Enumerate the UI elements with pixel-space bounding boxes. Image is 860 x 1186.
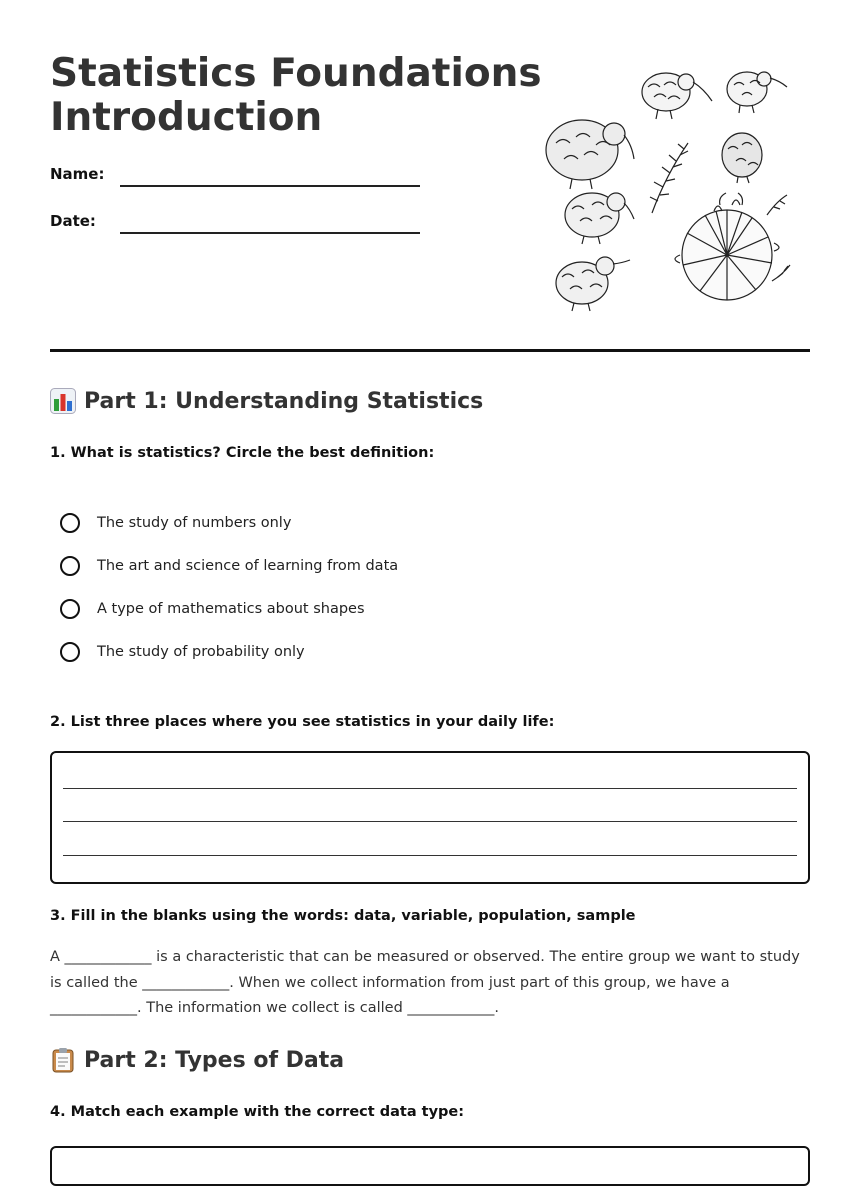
kiwi-bird-icon — [565, 193, 634, 244]
radio-circle[interactable] — [60, 556, 80, 576]
header-divider — [50, 349, 810, 352]
q1-option-d[interactable] — [60, 639, 305, 665]
name-field[interactable] — [50, 165, 420, 195]
fill-in-blank-passage: A ____________ is a characteristic that can be measured or observed. The entire group we want to study is called the ____________. When we collect information from just part of this group, we have a ____________. The information we collect is called ____________. — [50, 949, 800, 1016]
option-label: The study of probability only — [97, 644, 305, 660]
q4-matching-box[interactable] — [50, 1146, 810, 1186]
kiwi-bird-icon — [546, 120, 634, 189]
worksheet-title — [50, 52, 542, 140]
question-1-prompt: 1. What is statistics? Circle the best definition: — [50, 445, 435, 461]
title-line-1: Statistics Foundations — [50, 51, 542, 96]
kiwi-bird-icon — [727, 72, 787, 113]
part1-heading-text: Part 1: Understanding Statistics — [84, 388, 484, 414]
kiwi-bird-icon — [556, 257, 630, 311]
radio-circle[interactable] — [60, 513, 80, 533]
worksheet-header — [50, 0, 810, 352]
answer-line-2[interactable] — [63, 821, 797, 822]
q1-option-c[interactable] — [60, 596, 365, 622]
question-4-prompt: 4. Match each example with the correct data type: — [50, 1104, 465, 1120]
answer-line-3[interactable] — [63, 855, 797, 856]
q1-option-a[interactable] — [60, 510, 291, 536]
fern-icon — [650, 143, 688, 213]
date-label: Date: — [50, 212, 96, 230]
q1-option-b[interactable] — [60, 553, 398, 579]
part1-heading — [50, 388, 483, 414]
radio-circle[interactable] — [60, 642, 80, 662]
question-3-prompt: 3. Fill in the blanks using the words: data, variable, population, sample — [50, 908, 636, 924]
question-2-prompt: 2. List three places where you see statistics in your daily life: — [50, 714, 555, 730]
q2-answer-box[interactable] — [50, 751, 810, 884]
kiwi-bird-icon — [722, 133, 762, 183]
title-line-2: Introduction — [50, 95, 323, 140]
option-label: The art and science of learning from data — [97, 558, 399, 574]
name-label: Name: — [50, 165, 105, 183]
kiwi-illustration — [542, 55, 800, 317]
name-write-line[interactable] — [120, 185, 420, 187]
date-field[interactable] — [50, 212, 420, 242]
worksheet-page — [50, 0, 810, 1120]
bar-chart-icon — [50, 388, 76, 414]
option-label: A type of mathematics about shapes — [97, 601, 365, 617]
pie-chart-icon — [675, 193, 790, 300]
option-label: The study of numbers only — [97, 515, 292, 531]
answer-line-1[interactable] — [63, 788, 797, 789]
radio-circle[interactable] — [60, 599, 80, 619]
kiwi-bird-icon — [642, 73, 712, 119]
part2-heading — [50, 1047, 344, 1073]
part2-heading-text: Part 2: Types of Data — [84, 1047, 345, 1073]
date-write-line[interactable] — [120, 232, 420, 234]
clipboard-icon — [50, 1047, 76, 1073]
